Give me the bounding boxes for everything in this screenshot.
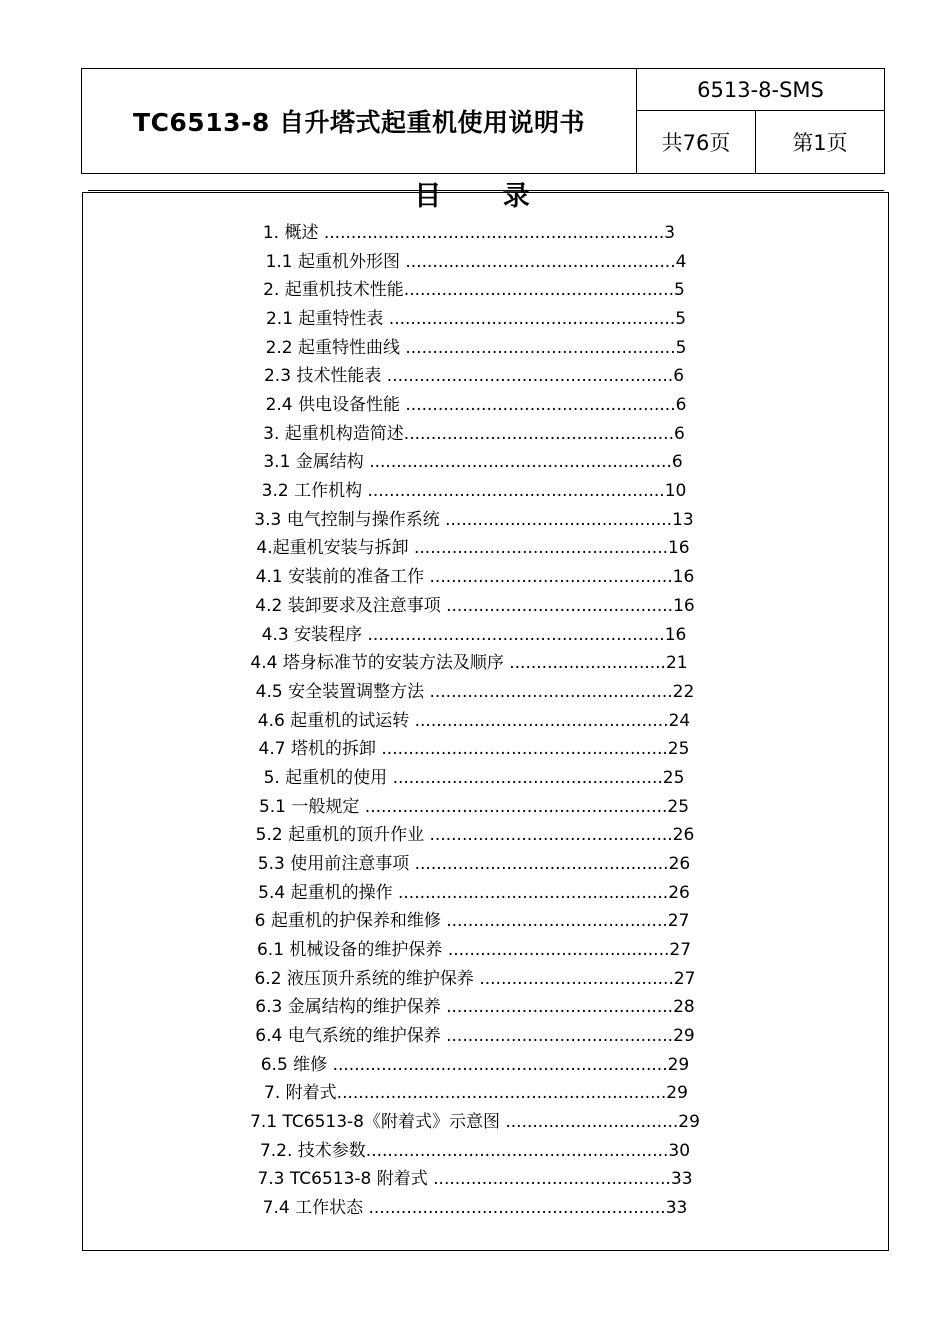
document-code: 6513-8-SMS: [637, 69, 884, 111]
toc-entry: [0, 592, 950, 620]
toc-entry-text: 4.3 安装程序 .......................................................16: [261, 624, 687, 645]
toc-entry-text: 5.4 起重机的操作 ..................................................26: [258, 882, 690, 903]
toc-entry: [0, 707, 949, 735]
toc-entry-text: 7.4 工作状态 .......................................................33: [262, 1198, 688, 1219]
toc-entry-text: 4.5 安全装置调整方法 .............................................22: [255, 681, 695, 702]
title-cell: [82, 69, 637, 173]
toc-entry-text: 5.2 起重机的顶升作业 .............................................26: [255, 825, 695, 846]
toc-entry: [0, 621, 949, 649]
toc-entry: [0, 649, 944, 677]
toc-entry: [0, 965, 950, 993]
toc-entry: [1, 334, 950, 362]
toc-entry-text: 2.4 供电设备性能 ..................................................6: [265, 395, 687, 416]
toc-entry-text: 2.1 起重特性表 .....................................................5: [265, 309, 687, 330]
toc-entry-text: 5. 起重机的使用 ..................................................25: [263, 767, 685, 788]
toc-entry: [0, 448, 948, 476]
toc-entry-text: 7. 附着式.............................................................29: [264, 1083, 688, 1104]
toc-entry: [1, 391, 950, 419]
toc-entry: [0, 764, 949, 792]
toc-entry: [1, 305, 950, 333]
toc-entry: [0, 936, 949, 964]
toc-entry-text: 2.3 技术性能表 .....................................................6: [263, 366, 685, 387]
toc-entry: [0, 821, 950, 849]
toc-entry: [0, 850, 949, 878]
toc-entry-text: 2. 起重机技术性能..................................................5: [263, 280, 685, 301]
toc-entry-text: 4.4 塔身标准节的安装方法及顺序 .............................21: [250, 653, 688, 674]
toc-entry-text: 7.1 TC6513-8《附着式》示意图 ................................29: [250, 1112, 700, 1133]
toc-entry-text: 7.3 TC6513-8 附着式 ............................................33: [257, 1169, 693, 1190]
toc-entry: [0, 879, 949, 907]
document-header: [81, 68, 885, 174]
toc-entry-text: 3.2 工作机构 .......................................................10: [261, 481, 687, 502]
toc-entry: [0, 362, 949, 390]
toc-entry: [0, 534, 948, 562]
toc-entry-text: 2.2 起重特性曲线 ..................................................5: [265, 337, 687, 358]
toc-entry-text: 4.2 装卸要求及注意事项 ..........................................16: [255, 595, 695, 616]
toc-entry: [0, 993, 950, 1021]
toc-entry-text: 4.6 起重机的试运转 ...............................................24: [257, 710, 691, 731]
toc-entry-text: 6.1 机械设备的维护保养 .........................................27: [256, 940, 692, 960]
toc-entry-text: 3.1 金属结构 ........................................................6: [263, 452, 683, 473]
toc-entry: [0, 793, 949, 821]
toc-entry: [0, 1108, 950, 1136]
toc-entry-text: 7.2. 技术参数........................................................30: [259, 1140, 691, 1161]
toc-entry: [0, 477, 949, 505]
toc-entry-text: 5.1 一般规定 ........................................................25: [258, 796, 690, 817]
toc-entry-text: 6.3 金属结构的维护保养 ..........................................28: [255, 997, 695, 1018]
toc-entry: [0, 276, 949, 304]
toc-entry-text: 6.4 电气系统的维护保养 ..........................................29: [255, 1026, 695, 1047]
toc-entry-text: 6.2 液压顶升系统的维护保养 ....................................27: [254, 968, 696, 989]
toc-entry: [1, 1079, 950, 1107]
toc-entry: [0, 506, 949, 534]
total-pages: 共76页: [637, 111, 756, 173]
toc-entry: [0, 1165, 950, 1193]
toc-entry-text: 3. 起重机构造简述..................................................6: [263, 423, 685, 444]
toc-entry: [0, 1051, 950, 1079]
toc-entry-text: 1.1 起重机外形图 ..................................................4: [265, 251, 687, 272]
toc-entry-text: 6 起重机的护保养和维修 .........................................27: [254, 911, 690, 932]
toc-entry: [0, 420, 949, 448]
toc-entry: [1, 248, 950, 276]
toc-entry: [0, 735, 949, 763]
toc-entry: [0, 219, 944, 247]
page-number: 第1页: [792, 131, 848, 155]
toc-entry-text: 1. 概述 ...............................................................3: [262, 223, 676, 243]
toc-entry-text: 4.7 塔机的拆卸 .....................................................25: [258, 739, 690, 760]
toc-entry: [0, 1022, 950, 1050]
toc-entry-text: 4.起重机安装与拆卸 ...............................................16: [256, 538, 690, 559]
toc-entry: [0, 563, 950, 591]
toc-entry: [0, 907, 947, 935]
toc-entry-text: 6.5 维修 ..............................................................29: [260, 1054, 690, 1075]
toc-entry-text: 3.3 电气控制与操作系统 ..........................................13: [254, 509, 694, 530]
toc-entry: [0, 678, 950, 706]
toc-entry-text: 4.1 安装前的准备工作 .............................................16: [255, 567, 695, 588]
toc-entry: [0, 1137, 950, 1165]
toc-heading: 目 录: [414, 181, 556, 212]
toc-entry-text: 5.3 使用前注意事项 ...............................................26: [257, 853, 691, 874]
toc-entry: [0, 1194, 950, 1222]
document-title: TC6513-8 自升塔式起重机使用说明书: [133, 108, 585, 137]
